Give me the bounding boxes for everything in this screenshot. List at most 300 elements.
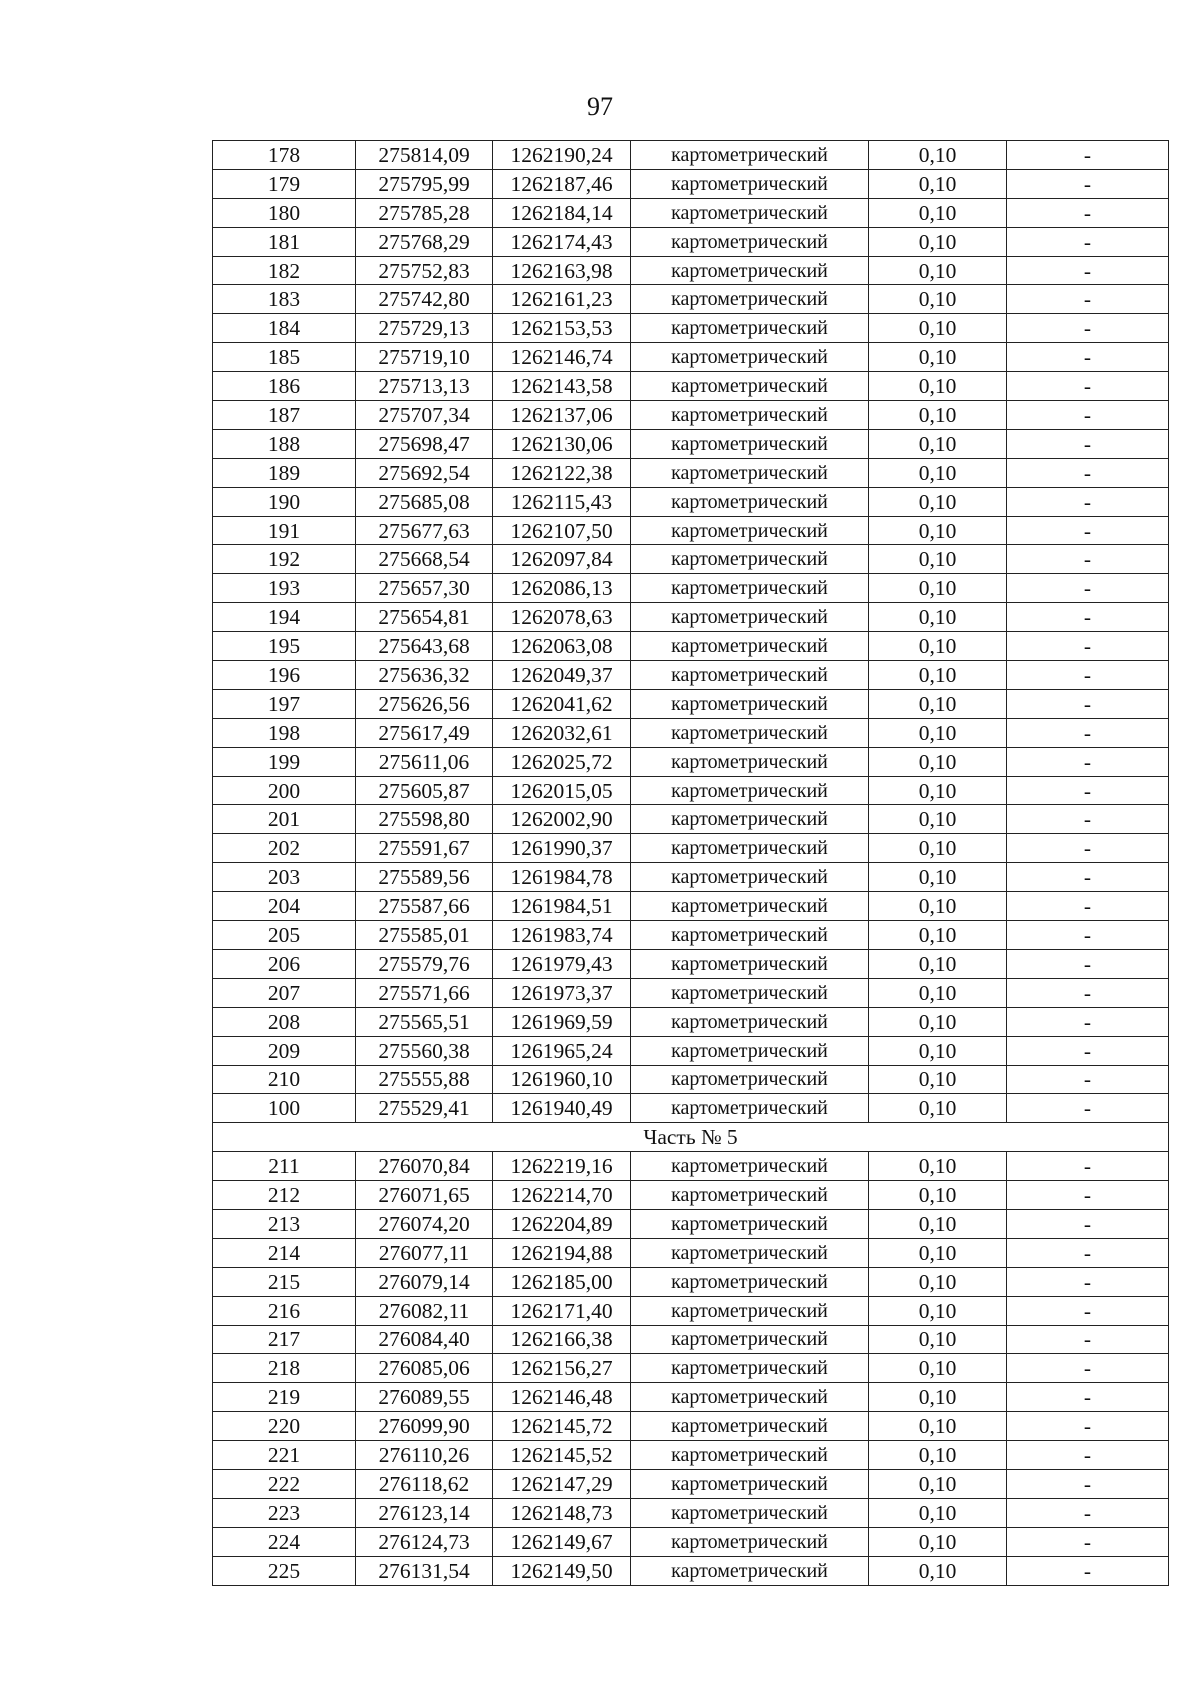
y-coordinate-cell: 1262041,62: [493, 689, 631, 718]
x-coordinate-cell: 275529,41: [356, 1094, 493, 1123]
y-coordinate-cell: 1262174,43: [493, 227, 631, 256]
note-cell: -: [1007, 1556, 1169, 1585]
method-cell: картометрический: [631, 1383, 869, 1412]
table-row: [213, 689, 1169, 718]
accuracy-cell: 0,10: [869, 1441, 1007, 1470]
method-cell: картометрический: [631, 285, 869, 314]
section-title: Часть № 5: [213, 1123, 1169, 1152]
method-cell: картометрический: [631, 661, 869, 690]
table-row: [213, 603, 1169, 632]
table-row: [213, 1296, 1169, 1325]
accuracy-cell: 0,10: [869, 1556, 1007, 1585]
x-coordinate-cell: 275768,29: [356, 227, 493, 256]
accuracy-cell: 0,10: [869, 372, 1007, 401]
x-coordinate-cell: 275657,30: [356, 574, 493, 603]
y-coordinate-cell: 1261990,37: [493, 834, 631, 863]
x-coordinate-cell: 275654,81: [356, 603, 493, 632]
method-cell: картометрический: [631, 1441, 869, 1470]
point-number-cell: 180: [213, 198, 356, 227]
point-number-cell: 181: [213, 227, 356, 256]
accuracy-cell: 0,10: [869, 863, 1007, 892]
accuracy-cell: 0,10: [869, 1412, 1007, 1441]
note-cell: -: [1007, 1354, 1169, 1383]
point-number-cell: 204: [213, 892, 356, 921]
point-number-cell: 220: [213, 1412, 356, 1441]
y-coordinate-cell: 1262146,74: [493, 343, 631, 372]
method-cell: картометрический: [631, 1065, 869, 1094]
method-cell: картометрический: [631, 1354, 869, 1383]
x-coordinate-cell: 275591,67: [356, 834, 493, 863]
method-cell: картометрический: [631, 1556, 869, 1585]
x-coordinate-cell: 275729,13: [356, 314, 493, 343]
table-row: [213, 834, 1169, 863]
accuracy-cell: 0,10: [869, 1296, 1007, 1325]
x-coordinate-cell: 276099,90: [356, 1412, 493, 1441]
point-number-cell: 216: [213, 1296, 356, 1325]
y-coordinate-cell: 1262086,13: [493, 574, 631, 603]
point-number-cell: 208: [213, 1007, 356, 1036]
method-cell: картометрический: [631, 487, 869, 516]
method-cell: картометрический: [631, 401, 869, 430]
y-coordinate-cell: 1261960,10: [493, 1065, 631, 1094]
note-cell: -: [1007, 227, 1169, 256]
x-coordinate-cell: 275598,80: [356, 805, 493, 834]
accuracy-cell: 0,10: [869, 1325, 1007, 1354]
method-cell: картометрический: [631, 1238, 869, 1267]
point-number-cell: 201: [213, 805, 356, 834]
x-coordinate-cell: 275605,87: [356, 776, 493, 805]
x-coordinate-cell: 276084,40: [356, 1325, 493, 1354]
point-number-cell: 178: [213, 141, 356, 170]
point-number-cell: 194: [213, 603, 356, 632]
x-coordinate-cell: 275742,80: [356, 285, 493, 314]
method-cell: картометрический: [631, 1498, 869, 1527]
point-number-cell: 192: [213, 545, 356, 574]
table-row: [213, 1441, 1169, 1470]
point-number-cell: 210: [213, 1065, 356, 1094]
note-cell: -: [1007, 776, 1169, 805]
method-cell: картометрический: [631, 632, 869, 661]
note-cell: -: [1007, 949, 1169, 978]
method-cell: картометрический: [631, 256, 869, 285]
x-coordinate-cell: 275795,99: [356, 169, 493, 198]
x-coordinate-cell: 275685,08: [356, 487, 493, 516]
y-coordinate-cell: 1262145,52: [493, 1441, 631, 1470]
table-row: [213, 1383, 1169, 1412]
y-coordinate-cell: 1262107,50: [493, 516, 631, 545]
x-coordinate-cell: 275643,68: [356, 632, 493, 661]
note-cell: -: [1007, 805, 1169, 834]
y-coordinate-cell: 1262049,37: [493, 661, 631, 690]
accuracy-cell: 0,10: [869, 429, 1007, 458]
table-row: [213, 1181, 1169, 1210]
y-coordinate-cell: 1262149,50: [493, 1556, 631, 1585]
table-row: [213, 343, 1169, 372]
x-coordinate-cell: 276124,73: [356, 1527, 493, 1556]
table-row: [213, 1007, 1169, 1036]
note-cell: -: [1007, 516, 1169, 545]
x-coordinate-cell: 275698,47: [356, 429, 493, 458]
y-coordinate-cell: 1262161,23: [493, 285, 631, 314]
point-number-cell: 197: [213, 689, 356, 718]
note-cell: -: [1007, 747, 1169, 776]
table-row: [213, 1267, 1169, 1296]
x-coordinate-cell: 275589,56: [356, 863, 493, 892]
note-cell: -: [1007, 603, 1169, 632]
note-cell: -: [1007, 632, 1169, 661]
point-number-cell: 214: [213, 1238, 356, 1267]
table-row: [213, 949, 1169, 978]
x-coordinate-cell: 276079,14: [356, 1267, 493, 1296]
method-cell: картометрический: [631, 458, 869, 487]
y-coordinate-cell: 1262015,05: [493, 776, 631, 805]
accuracy-cell: 0,10: [869, 1094, 1007, 1123]
point-number-cell: 195: [213, 632, 356, 661]
point-number-cell: 213: [213, 1209, 356, 1238]
method-cell: картометрический: [631, 1036, 869, 1065]
accuracy-cell: 0,10: [869, 661, 1007, 690]
accuracy-cell: 0,10: [869, 718, 1007, 747]
method-cell: картометрический: [631, 169, 869, 198]
accuracy-cell: 0,10: [869, 949, 1007, 978]
accuracy-cell: 0,10: [869, 343, 1007, 372]
x-coordinate-cell: 275707,34: [356, 401, 493, 430]
method-cell: картометрический: [631, 1412, 869, 1441]
y-coordinate-cell: 1261984,51: [493, 892, 631, 921]
table-row: [213, 1469, 1169, 1498]
method-cell: картометрический: [631, 1296, 869, 1325]
x-coordinate-cell: 275560,38: [356, 1036, 493, 1065]
note-cell: -: [1007, 1238, 1169, 1267]
note-cell: -: [1007, 372, 1169, 401]
method-cell: картометрический: [631, 718, 869, 747]
accuracy-cell: 0,10: [869, 487, 1007, 516]
accuracy-cell: 0,10: [869, 603, 1007, 632]
table-row: [213, 314, 1169, 343]
accuracy-cell: 0,10: [869, 1152, 1007, 1181]
accuracy-cell: 0,10: [869, 256, 1007, 285]
x-coordinate-cell: 276071,65: [356, 1181, 493, 1210]
accuracy-cell: 0,10: [869, 632, 1007, 661]
y-coordinate-cell: 1261979,43: [493, 949, 631, 978]
accuracy-cell: 0,10: [869, 747, 1007, 776]
note-cell: -: [1007, 921, 1169, 950]
note-cell: -: [1007, 1527, 1169, 1556]
note-cell: -: [1007, 343, 1169, 372]
point-number-cell: 202: [213, 834, 356, 863]
accuracy-cell: 0,10: [869, 574, 1007, 603]
note-cell: -: [1007, 1296, 1169, 1325]
y-coordinate-cell: 1262204,89: [493, 1209, 631, 1238]
y-coordinate-cell: 1262153,53: [493, 314, 631, 343]
point-number-cell: 207: [213, 978, 356, 1007]
y-coordinate-cell: 1262146,48: [493, 1383, 631, 1412]
note-cell: -: [1007, 429, 1169, 458]
table-row: [213, 285, 1169, 314]
y-coordinate-cell: 1262171,40: [493, 1296, 631, 1325]
table-row: [213, 1556, 1169, 1585]
y-coordinate-cell: 1262185,00: [493, 1267, 631, 1296]
method-cell: картометрический: [631, 776, 869, 805]
accuracy-cell: 0,10: [869, 516, 1007, 545]
method-cell: картометрический: [631, 1209, 869, 1238]
method-cell: картометрический: [631, 603, 869, 632]
x-coordinate-cell: 276131,54: [356, 1556, 493, 1585]
accuracy-cell: 0,10: [869, 458, 1007, 487]
method-cell: картометрический: [631, 198, 869, 227]
accuracy-cell: 0,10: [869, 1383, 1007, 1412]
method-cell: картометрический: [631, 689, 869, 718]
accuracy-cell: 0,10: [869, 1527, 1007, 1556]
note-cell: -: [1007, 863, 1169, 892]
note-cell: -: [1007, 1181, 1169, 1210]
method-cell: картометрический: [631, 314, 869, 343]
table-row: [213, 372, 1169, 401]
table-row: [213, 747, 1169, 776]
table-row: [213, 1209, 1169, 1238]
note-cell: -: [1007, 545, 1169, 574]
point-number-cell: 183: [213, 285, 356, 314]
table-row: [213, 169, 1169, 198]
table-row: [213, 198, 1169, 227]
coordinates-table: [212, 140, 1169, 1586]
y-coordinate-cell: 1262143,58: [493, 372, 631, 401]
accuracy-cell: 0,10: [869, 1181, 1007, 1210]
table-row: [213, 1094, 1169, 1123]
table-row: [213, 574, 1169, 603]
y-coordinate-cell: 1262115,43: [493, 487, 631, 516]
method-cell: картометрический: [631, 372, 869, 401]
method-cell: картометрический: [631, 1152, 869, 1181]
table-row: [213, 776, 1169, 805]
y-coordinate-cell: 1261983,74: [493, 921, 631, 950]
note-cell: -: [1007, 458, 1169, 487]
accuracy-cell: 0,10: [869, 776, 1007, 805]
x-coordinate-cell: 276110,26: [356, 1441, 493, 1470]
table-row: [213, 1065, 1169, 1094]
method-cell: картометрический: [631, 429, 869, 458]
table-row: [213, 718, 1169, 747]
note-cell: -: [1007, 169, 1169, 198]
point-number-cell: 218: [213, 1354, 356, 1383]
x-coordinate-cell: 275617,49: [356, 718, 493, 747]
table-row: [213, 1036, 1169, 1065]
method-cell: картометрический: [631, 574, 869, 603]
section-header-row: [213, 1123, 1169, 1152]
x-coordinate-cell: 275555,88: [356, 1065, 493, 1094]
x-coordinate-cell: 276082,11: [356, 1296, 493, 1325]
note-cell: -: [1007, 689, 1169, 718]
x-coordinate-cell: 275585,01: [356, 921, 493, 950]
table-row: [213, 1498, 1169, 1527]
y-coordinate-cell: 1262149,67: [493, 1527, 631, 1556]
x-coordinate-cell: 275814,09: [356, 141, 493, 170]
x-coordinate-cell: 276077,11: [356, 1238, 493, 1267]
y-coordinate-cell: 1262190,24: [493, 141, 631, 170]
x-coordinate-cell: 275636,32: [356, 661, 493, 690]
note-cell: -: [1007, 314, 1169, 343]
note-cell: -: [1007, 1412, 1169, 1441]
point-number-cell: 209: [213, 1036, 356, 1065]
point-number-cell: 182: [213, 256, 356, 285]
method-cell: картометрический: [631, 1181, 869, 1210]
x-coordinate-cell: 276089,55: [356, 1383, 493, 1412]
method-cell: картометрический: [631, 141, 869, 170]
table-row: [213, 429, 1169, 458]
accuracy-cell: 0,10: [869, 1498, 1007, 1527]
accuracy-cell: 0,10: [869, 314, 1007, 343]
accuracy-cell: 0,10: [869, 1354, 1007, 1383]
x-coordinate-cell: 275565,51: [356, 1007, 493, 1036]
note-cell: -: [1007, 978, 1169, 1007]
accuracy-cell: 0,10: [869, 689, 1007, 718]
note-cell: -: [1007, 1209, 1169, 1238]
note-cell: -: [1007, 574, 1169, 603]
point-number-cell: 186: [213, 372, 356, 401]
method-cell: картометрический: [631, 227, 869, 256]
point-number-cell: 224: [213, 1527, 356, 1556]
note-cell: -: [1007, 401, 1169, 430]
method-cell: картометрический: [631, 1094, 869, 1123]
method-cell: картометрический: [631, 747, 869, 776]
note-cell: -: [1007, 1152, 1169, 1181]
note-cell: -: [1007, 141, 1169, 170]
accuracy-cell: 0,10: [869, 834, 1007, 863]
y-coordinate-cell: 1262194,88: [493, 1238, 631, 1267]
method-cell: картометрический: [631, 863, 869, 892]
note-cell: -: [1007, 718, 1169, 747]
method-cell: картометрический: [631, 516, 869, 545]
point-number-cell: 179: [213, 169, 356, 198]
table-row: [213, 921, 1169, 950]
table-row: [213, 1527, 1169, 1556]
method-cell: картометрический: [631, 1267, 869, 1296]
x-coordinate-cell: 275587,66: [356, 892, 493, 921]
note-cell: -: [1007, 1383, 1169, 1412]
y-coordinate-cell: 1262187,46: [493, 169, 631, 198]
note-cell: -: [1007, 1469, 1169, 1498]
accuracy-cell: 0,10: [869, 892, 1007, 921]
y-coordinate-cell: 1262025,72: [493, 747, 631, 776]
point-number-cell: 223: [213, 1498, 356, 1527]
y-coordinate-cell: 1262130,06: [493, 429, 631, 458]
point-number-cell: 200: [213, 776, 356, 805]
method-cell: картометрический: [631, 949, 869, 978]
x-coordinate-cell: 275611,06: [356, 747, 493, 776]
note-cell: -: [1007, 1094, 1169, 1123]
point-number-cell: 225: [213, 1556, 356, 1585]
accuracy-cell: 0,10: [869, 227, 1007, 256]
x-coordinate-cell: 276123,14: [356, 1498, 493, 1527]
point-number-cell: 190: [213, 487, 356, 516]
point-number-cell: 203: [213, 863, 356, 892]
x-coordinate-cell: 276070,84: [356, 1152, 493, 1181]
note-cell: -: [1007, 198, 1169, 227]
accuracy-cell: 0,10: [869, 1209, 1007, 1238]
x-coordinate-cell: 275713,13: [356, 372, 493, 401]
accuracy-cell: 0,10: [869, 1267, 1007, 1296]
x-coordinate-cell: 275785,28: [356, 198, 493, 227]
y-coordinate-cell: 1261973,37: [493, 978, 631, 1007]
accuracy-cell: 0,10: [869, 198, 1007, 227]
method-cell: картометрический: [631, 892, 869, 921]
table-row: [213, 1325, 1169, 1354]
method-cell: картометрический: [631, 834, 869, 863]
point-number-cell: 205: [213, 921, 356, 950]
table-row: [213, 516, 1169, 545]
accuracy-cell: 0,10: [869, 401, 1007, 430]
accuracy-cell: 0,10: [869, 1007, 1007, 1036]
accuracy-cell: 0,10: [869, 1238, 1007, 1267]
accuracy-cell: 0,10: [869, 545, 1007, 574]
y-coordinate-cell: 1262063,08: [493, 632, 631, 661]
accuracy-cell: 0,10: [869, 805, 1007, 834]
method-cell: картометрический: [631, 1325, 869, 1354]
table-row: [213, 805, 1169, 834]
y-coordinate-cell: 1261969,59: [493, 1007, 631, 1036]
y-coordinate-cell: 1261965,24: [493, 1036, 631, 1065]
accuracy-cell: 0,10: [869, 921, 1007, 950]
point-number-cell: 187: [213, 401, 356, 430]
point-number-cell: 185: [213, 343, 356, 372]
point-number-cell: 217: [213, 1325, 356, 1354]
note-cell: -: [1007, 256, 1169, 285]
table-row: [213, 1238, 1169, 1267]
table-row: [213, 545, 1169, 574]
y-coordinate-cell: 1262145,72: [493, 1412, 631, 1441]
page-number: 97: [587, 92, 613, 121]
point-number-cell: 219: [213, 1383, 356, 1412]
x-coordinate-cell: 276118,62: [356, 1469, 493, 1498]
point-number-cell: 189: [213, 458, 356, 487]
y-coordinate-cell: 1262032,61: [493, 718, 631, 747]
point-number-cell: 100: [213, 1094, 356, 1123]
y-coordinate-cell: 1262002,90: [493, 805, 631, 834]
y-coordinate-cell: 1261940,49: [493, 1094, 631, 1123]
table-row: [213, 458, 1169, 487]
table-row: [213, 632, 1169, 661]
note-cell: -: [1007, 1036, 1169, 1065]
coordinates-table-body: [213, 141, 1169, 1586]
y-coordinate-cell: 1261984,78: [493, 863, 631, 892]
point-number-cell: 212: [213, 1181, 356, 1210]
y-coordinate-cell: 1262078,63: [493, 603, 631, 632]
table-row: [213, 141, 1169, 170]
accuracy-cell: 0,10: [869, 141, 1007, 170]
method-cell: картометрический: [631, 545, 869, 574]
table-row: [213, 401, 1169, 430]
x-coordinate-cell: 275571,66: [356, 978, 493, 1007]
point-number-cell: 206: [213, 949, 356, 978]
table-row: [213, 892, 1169, 921]
table-row: [213, 227, 1169, 256]
accuracy-cell: 0,10: [869, 1469, 1007, 1498]
x-coordinate-cell: 275752,83: [356, 256, 493, 285]
y-coordinate-cell: 1262147,29: [493, 1469, 631, 1498]
method-cell: картометрический: [631, 1007, 869, 1036]
point-number-cell: 188: [213, 429, 356, 458]
x-coordinate-cell: 275668,54: [356, 545, 493, 574]
y-coordinate-cell: 1262137,06: [493, 401, 631, 430]
point-number-cell: 222: [213, 1469, 356, 1498]
x-coordinate-cell: 276085,06: [356, 1354, 493, 1383]
x-coordinate-cell: 275626,56: [356, 689, 493, 718]
x-coordinate-cell: 275579,76: [356, 949, 493, 978]
table-row: [213, 661, 1169, 690]
accuracy-cell: 0,10: [869, 1036, 1007, 1065]
y-coordinate-cell: 1262097,84: [493, 545, 631, 574]
y-coordinate-cell: 1262156,27: [493, 1354, 631, 1383]
